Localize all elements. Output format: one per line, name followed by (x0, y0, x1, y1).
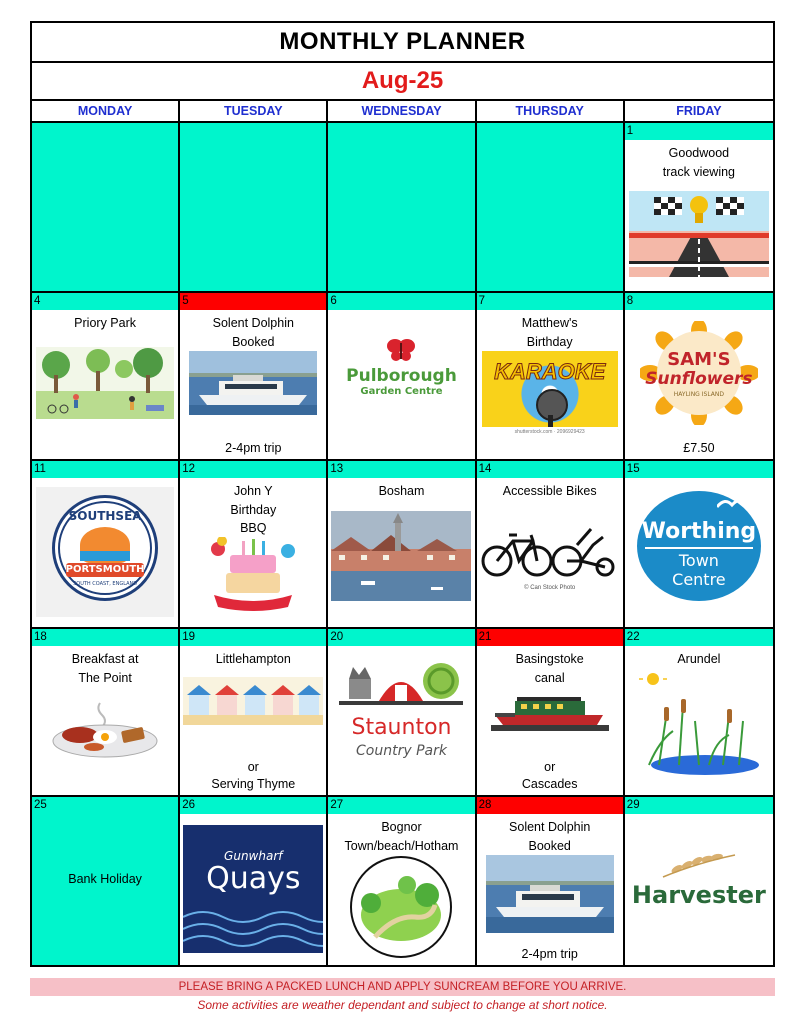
day-cell-27 (328, 797, 476, 965)
narrowboat (491, 691, 609, 731)
trip-time: 2-4pm trip (521, 946, 578, 961)
karaoke-microphone (482, 351, 618, 437)
day-cell-8 (625, 293, 773, 461)
wheat-icon (657, 851, 741, 881)
beach-huts (183, 677, 323, 725)
park-illustration (36, 347, 174, 419)
day-number: 21 (477, 629, 623, 646)
day-number: 15 (625, 461, 773, 478)
day-cell-12 (180, 461, 328, 629)
day-number: 22 (625, 629, 773, 646)
activity-line: Solent Dolphin (509, 820, 591, 834)
notice-banner: PLEASE BRING A PACKED LUNCH AND APPLY SUNCREAM BEFORE YOU ARRIVE. (30, 978, 775, 996)
activity-line: track viewing (662, 164, 736, 179)
notice-subtext: Some activities are weather dependant and subject to change at short notice. (197, 998, 608, 1012)
day-number: 20 (328, 629, 474, 646)
portsmouth-text: PORTSMOUTH (65, 564, 145, 575)
day-number: 28 (477, 797, 623, 814)
alternative-activity: Serving Thyme (211, 776, 296, 791)
day-cell-14 (477, 461, 625, 629)
south-coast-text: SOUTH COAST, ENGLAND (73, 581, 138, 587)
day-cell-13 (328, 461, 476, 629)
empty-cell (180, 123, 328, 293)
page-title: MONTHLY PLANNER (32, 23, 773, 63)
activity-line: The Point (78, 670, 132, 685)
activity-line: Breakfast at (71, 652, 139, 666)
seagull-icon (717, 497, 747, 511)
activity-line: BBQ (240, 521, 267, 535)
goat-barn-tree (339, 661, 463, 715)
bicycle-icons (481, 517, 619, 581)
day-cell-4 (32, 293, 180, 461)
pulborough-logo-title: Pulborough (346, 366, 457, 386)
day-number: 19 (180, 629, 326, 646)
day-cell-21 (477, 629, 625, 797)
activity-line: Arundel (677, 652, 721, 666)
empty-cell (328, 123, 476, 293)
weekday-wednesday: WEDNESDAY (328, 101, 476, 121)
day-cell-15 (625, 461, 773, 629)
activity-line: Goodwood (668, 146, 730, 160)
worthing-text: Worthing (641, 519, 757, 544)
activity-line: Accessible Bikes (502, 484, 597, 498)
day-number: 14 (477, 461, 623, 478)
activity-line: Matthew's (521, 316, 578, 330)
monthly-planner-table (30, 21, 775, 967)
day-cell-11 (32, 461, 180, 629)
day-cell-20 (328, 629, 476, 797)
day-cell-22 (625, 629, 773, 797)
harvester-logo: Harvester (631, 881, 766, 909)
staunton-logo-title: Staunton (351, 715, 452, 740)
weekday-friday: FRIDAY (676, 104, 722, 118)
hayling-island-label: HAYLING ISLAND (673, 391, 725, 398)
harbour-painting (331, 511, 471, 601)
activity-line: Basingstoke (515, 652, 584, 666)
butterfly-icon (386, 337, 416, 363)
day-cell-29 (625, 797, 773, 965)
karaoke-logo: KARAOKE (494, 359, 606, 384)
waves-icon (183, 905, 323, 953)
day-number: 11 (32, 461, 178, 478)
weekday-thursday: THURSDAY (477, 101, 625, 121)
activity-line: Solent Dolphin (212, 316, 294, 330)
calendar-grid (32, 123, 773, 965)
day-number: 25 (32, 797, 178, 814)
day-number: 6 (328, 293, 474, 310)
activity-line: Booked (232, 334, 275, 349)
activity-line: Birthday (526, 334, 573, 349)
empty-cell (477, 123, 625, 293)
southsea-portsmouth-logo (36, 487, 174, 617)
weekday-tuesday: TUESDAY (180, 101, 328, 121)
activity-line: Priory Park (74, 316, 136, 330)
day-cell-1 (625, 123, 773, 293)
day-cell-19 (180, 629, 328, 797)
day-cell-6 (328, 293, 476, 461)
activity-line: Town/beach/Hotham (344, 838, 459, 853)
alternative-or: or (544, 760, 556, 774)
sams-logo-title: SAM'S (667, 349, 731, 370)
day-number: 27 (328, 797, 474, 814)
day-number: 12 (180, 461, 326, 478)
alternative-or: or (247, 760, 259, 774)
activity-line: Littlehampton (215, 652, 291, 666)
weekday-header-row (32, 101, 773, 123)
activity-line: Booked (528, 838, 571, 853)
park-map-circle (345, 855, 457, 959)
gunwharf-text: Gunwharf (224, 849, 283, 863)
day-number: 8 (625, 293, 773, 310)
price: £7.50 (683, 440, 715, 455)
empty-cell (32, 123, 180, 293)
day-cell-7 (477, 293, 625, 461)
breakfast-plate (50, 699, 160, 759)
activity-line: Bognor (381, 820, 422, 834)
day-cell-26 (180, 797, 328, 965)
day-number: 29 (625, 797, 773, 814)
trip-time: 2-4pm trip (225, 440, 282, 455)
gunwharf-quays-logo (183, 825, 323, 953)
quays-text: Quays (206, 861, 301, 896)
day-number: 26 (180, 797, 326, 814)
day-number: 18 (32, 629, 178, 646)
day-cell-18 (32, 629, 180, 797)
boat-photo (189, 351, 317, 415)
month-label: Aug-25 (32, 63, 773, 101)
sunflowers-logo: Sunflowers (645, 369, 753, 389)
image-credit: shutterstock.com · 2096929423 (482, 427, 618, 437)
day-number: 13 (328, 461, 474, 478)
day-number: 7 (477, 293, 623, 310)
weekday-monday: MONDAY (32, 101, 180, 121)
boat-photo (486, 855, 614, 933)
birthday-cake (208, 537, 298, 615)
country-park-label: Country Park (356, 743, 447, 759)
bank-holiday-label: Bank Holiday (68, 872, 142, 886)
pulborough-logo-subtitle: Garden Centre (360, 386, 443, 397)
reeds-pond (639, 671, 759, 775)
day-number: 4 (32, 293, 178, 310)
alternative-activity: Cascades (521, 776, 578, 791)
activity-line: John Y (233, 484, 273, 498)
centre-text: Centre (672, 570, 726, 589)
day-number: 5 (180, 293, 326, 310)
image-credit: © Can Stock Photo (524, 585, 576, 591)
day-number: 1 (625, 123, 773, 140)
southsea-text: SOUTHSEA (68, 509, 142, 523)
day-cell-28 (477, 797, 625, 965)
town-text: Town (678, 551, 719, 570)
race-track-flags-icon (629, 191, 769, 277)
activity-line: Birthday (230, 502, 277, 517)
day-cell-5 (180, 293, 328, 461)
worthing-logo (637, 491, 761, 601)
activity-line: canal (534, 670, 565, 685)
day-cell-25 (32, 797, 180, 965)
activity-line: Bosham (378, 484, 425, 498)
